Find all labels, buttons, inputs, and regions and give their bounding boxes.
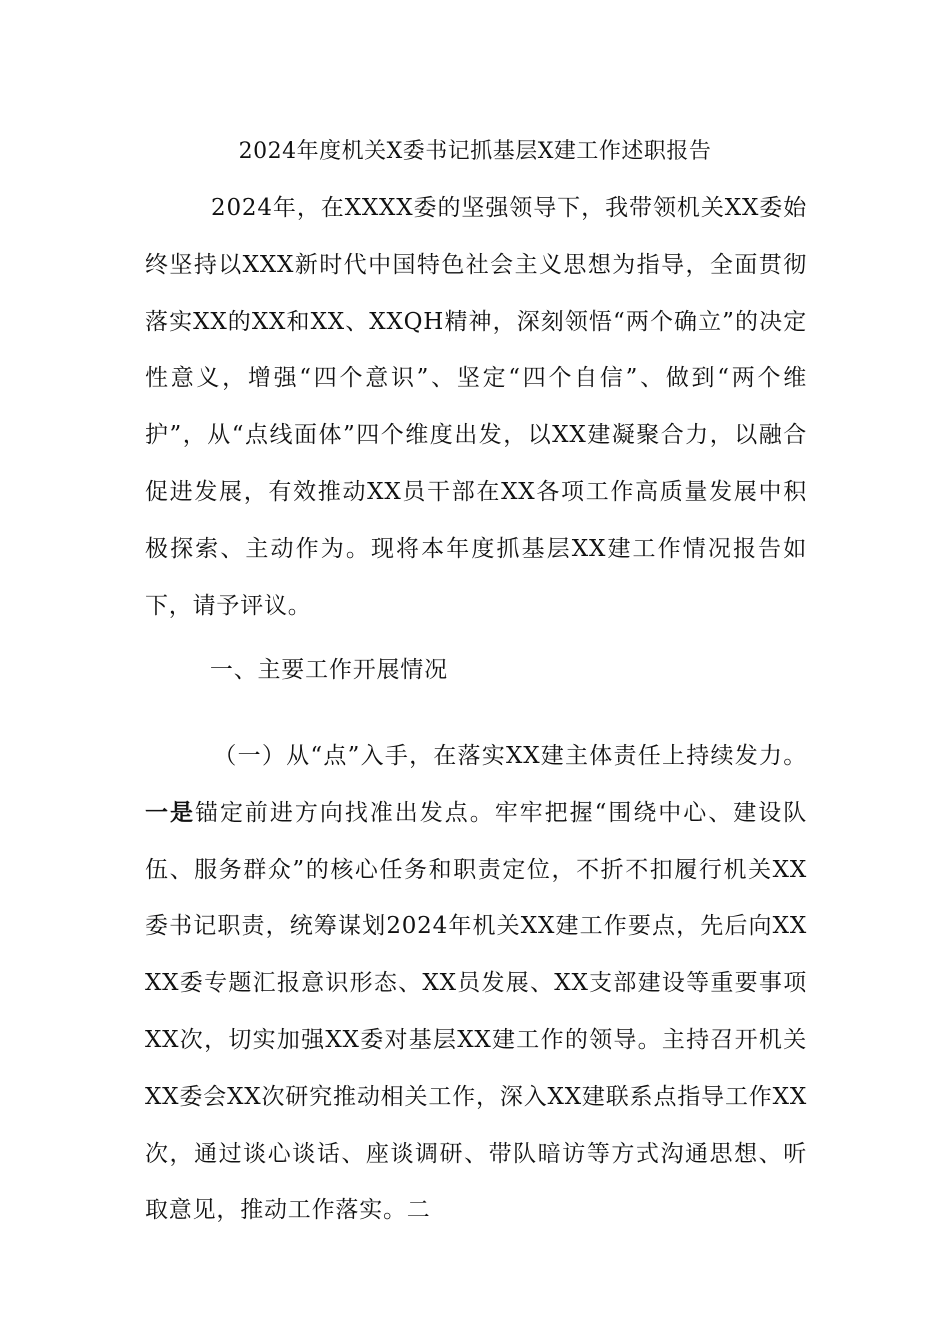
bold-marker: 一是 [145,798,195,826]
subsection-lead: （一）从“点”入手，在落实XX建主体责任上持续发力。 [145,743,807,769]
section-heading: 一、主要工作开展情况 [145,657,448,683]
subsection-paragraph [145,728,807,1239]
subsection-body: 锚定前进方向找准出发点。牢牢把握“围绕中心、建设队伍、服务群众”的核心任务和职责定位，不折不扣履行机关XX委书记职责，统筹谋划2024年机关XX建工作要点，先后向XXXX委专题汇报意识形态、XX员发展、XX支部建设等重要事项XX次，切实加强XX委对基层XX建工作的领导。主持召开机关XX委会XX次研究推动相关工作，深入XX建联系点指导工作XX次，通过谈心谈话、座谈调研、带队暗访等方式沟通思想、听取意见，推动工作落实。二 [145,799,807,1224]
intro-paragraph: 2024年，在XXXX委的坚强领导下，我带领机关XX委始终坚持以XXX新时代中国特色社会主义思想为指导，全面贯彻落实XX的XX和XX、XXQH精神，深刻领悟“两个确立”的决定性意义，增强“四个意识”、坚定“四个自信”、做到“两个维护”，从“点线面体”四个维度出发，以XX建凝聚合力，以融合促进发展，有效推动XX员干部在XX各项工作高质量发展中积极探索、主动作为。现将本年度抓基层XX建工作情况报告如下，请予评议。 [145,195,807,619]
document-title: 2024年度机关X委书记抓基层X建工作述职报告 [238,139,712,164]
